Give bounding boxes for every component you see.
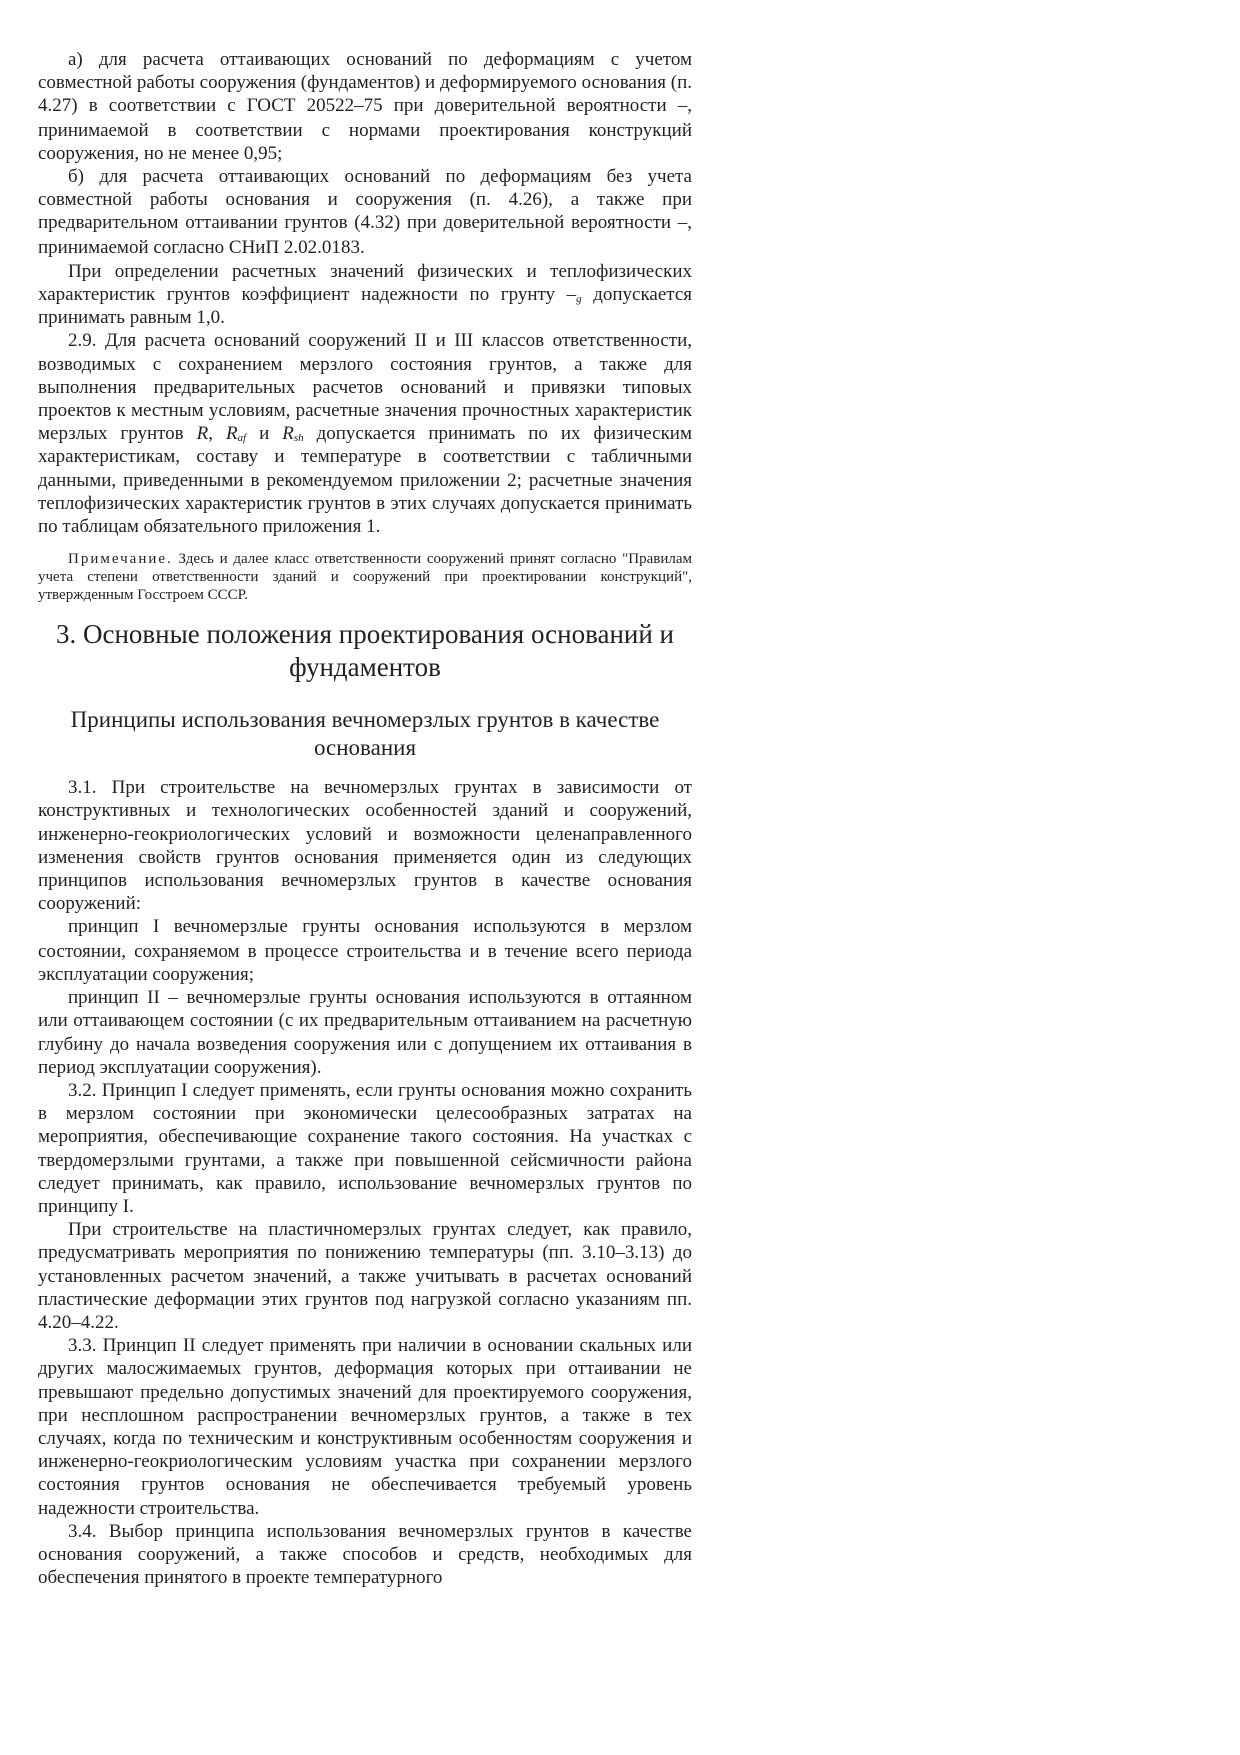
paragraph-3-3: 3.3. Принцип II следует применять при наличии в основании скальных или других малосжимаемых грунтов, деформация которых при оттаивании не превышают предельно допустимых значений для проектируемого сооружения, при несплошном распространении вечномерзлых грунтов, а также в тех случаях, когда по техническим и конструктивным особенностям сооружения и инженерно-геокриологическим условиям участка при сохранении мерзлого состояния грунтов основания не обеспечивается требуемый уровень надежности строительства. — [38, 1335, 692, 1519]
paragraph-3-2: 3.2. Принцип I следует применять, если грунты основания можно сохранить в мерзлом состоянии при экономически целесообразных затратах на мероприятия, обеспечивающие сохранение такого состояния. На участках с твердомерзлыми грунтами, а также при повышенной сейсмичности района следует принимать, как правило, использование вечномерзлых грунтов по принципу I. — [38, 1079, 692, 1217]
text-run: в соответствии с ГОСТ 20522–75 при доверительной вероятности — [88, 95, 678, 117]
paragraph-principle-1 — [38, 915, 692, 986]
note-label: Примечание. — [68, 551, 173, 568]
text-run: б) для расчета оттаивающих оснований по деформациям без учета совместной работы основания и сооружения (п. 4.26), а также при предварительном оттаивании грунтов (4.32) — [38, 166, 692, 234]
text-run: вечномерзлые грунты основания используются в мерзлом состоянии, сохраняемом в процессе строительства и в течение всего периода эксплуатации сооружения; — [38, 916, 692, 985]
text-run: 2.9. Для расчета оснований сооружений II и III классов ответственности, возводимых с сохранением мерзлого состояния грунтов, а также для выполнения предварительных расчетов оснований и привязки типовых проектов к местным условиям, расчетные значения прочностных характеристик мерзлых грунтов — [38, 330, 692, 445]
text-run: , — [208, 423, 226, 445]
paragraph-reliability-coefficient — [38, 260, 692, 330]
text-run: и — [246, 423, 283, 445]
subsection-title: Принципы использования вечномерзлых грунтов в качестве основания — [70, 707, 660, 761]
symbol-r-sh: R — [282, 423, 294, 445]
paragraph-a — [38, 48, 692, 165]
text-run: 83. — [340, 236, 365, 258]
symbol-r-af: R — [225, 423, 238, 445]
text-run: При определении расчетных значений физических и теплофизических характеристик грунтов коэффициент надежности по грунту — [38, 260, 692, 306]
symbol-r: R — [196, 423, 209, 445]
subscript: g — [576, 293, 582, 306]
symbol-dash: – — [566, 284, 577, 306]
paragraph-3-1: 3.1. При строительстве на вечномерзлых грунтах в зависимости от конструктивных и технологических особенностей зданий и сооружений, инженерно-геокриологических условий и возможности целенаправленного изменения свойств грунтов основания применяется один из следующих принципов использования вечномерзлых грунтов в качестве основания сооружений: — [38, 777, 692, 915]
note-text: Здесь и далее класс ответственности сооружений принят согласно "Правилам учета степени ответственности зданий и сооружений при проектировании конструкций", утвержденным Госстроем СССР. — [38, 551, 692, 604]
subscript: sh — [293, 432, 304, 445]
paragraph-3-2-continued: При строительстве на пластичномерзлых грунтах следует, как правило, предусматривать мероприятия по понижению температуры (пп. 3.10–3.13) до установленных расчетом значений, а также учитывать в расчетах оснований пластические деформации этих грунтов под нагрузкой согласно указаниям пп. 4.20–4.22. — [38, 1219, 692, 1333]
document-page — [38, 48, 692, 1589]
subscript: af — [237, 432, 247, 445]
text-run: допускается принимать равным 1,0. — [38, 284, 692, 329]
symbol-dash: – — [677, 212, 688, 234]
text-run: , принимаемой в соответствии с нормами проектирования конструкций сооружения, но не менее 0,95; — [38, 95, 692, 164]
paragraph-3-4: 3.4. Выбор принципа использования вечномерзлых грунтов в качестве основания сооружений, а также способов и средств, необходимых для обеспечения принятого в проекте температурного — [38, 1520, 692, 1589]
section-title: 3. Основные положения проектирования оснований и фундаментов — [56, 619, 674, 683]
symbol-dash: – — [677, 95, 688, 117]
text-run: , принимаемой согласно СНиП 2.02.01 — [38, 212, 693, 258]
text-run: допускается принимать по их физическим характеристикам, составу и температуре в соответствии с табличными данными, приведенными в рекомендуемом приложении 2; расчетные значения теплофизических характеристик грунтов в этих случаях допускается принимать по таблицам обязательного приложения 1. — [38, 423, 692, 538]
paragraph-2-9 — [38, 329, 692, 538]
text-run: принцип I — [68, 916, 174, 938]
paragraph-principle-2: принцип II – вечномерзлые грунты основания используются в оттаянном или оттаивающем состоянии (с их предварительным оттаиванием на расчетную глубину до начала возведения сооружения или с допущением их оттаивания в период эксплуатации сооружения). — [38, 987, 692, 1078]
note — [38, 550, 692, 604]
text-run: при доверительной вероятности — [406, 212, 678, 234]
text-run: а) для расчета оттаивающих оснований по деформациям с учетом совместной работы сооружения (фундаментов) и деформируемого основания (п. 4.27) — [38, 49, 692, 117]
paragraph-b — [38, 165, 692, 260]
